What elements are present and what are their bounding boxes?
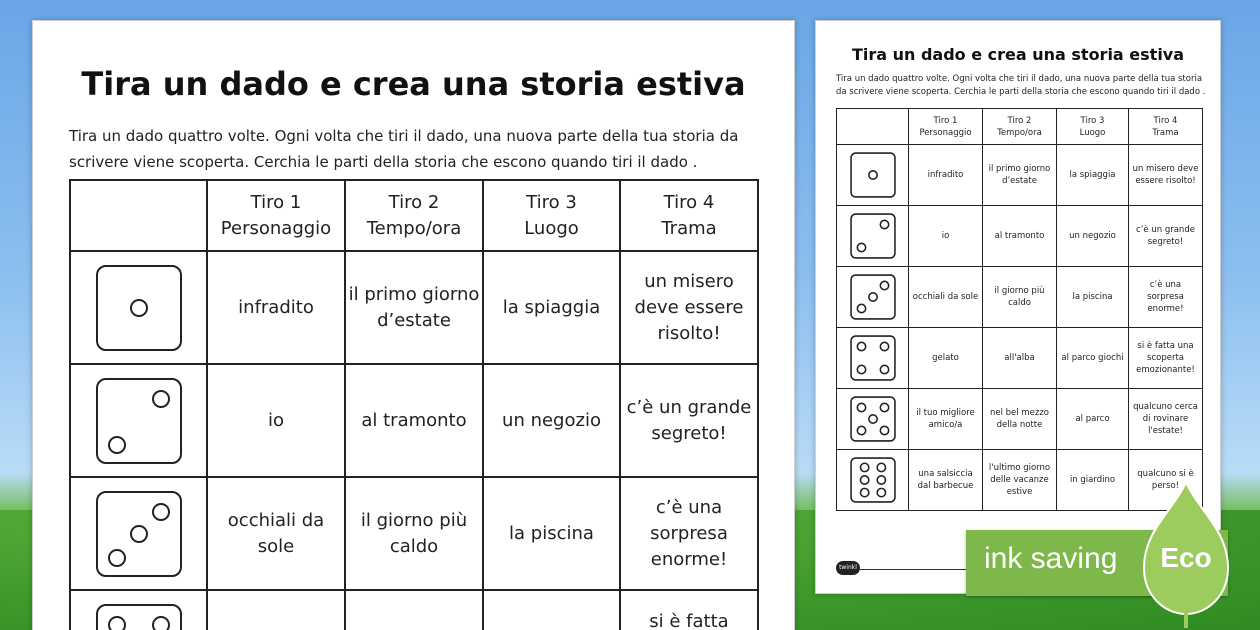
cell-place[interactable]: la spiaggia (1057, 145, 1129, 206)
cell-character[interactable]: gelato (909, 328, 983, 389)
cell-plot[interactable]: c’è un grande segreto! (620, 364, 758, 477)
cell-plot[interactable]: c’è una sorpresa enorme! (1129, 267, 1203, 328)
die-face-2 (70, 364, 207, 477)
cell-character[interactable]: io (909, 206, 983, 267)
cell-character[interactable]: occhiali da sole (207, 477, 345, 590)
worksheet-title: Tira un dado e crea una storia estiva (81, 65, 746, 103)
cell-place[interactable]: in giardino (1057, 450, 1129, 511)
story-table (69, 179, 759, 630)
table-row (837, 206, 1203, 267)
table-row (70, 364, 758, 477)
table-row (837, 145, 1203, 206)
cell-character[interactable]: infradito (909, 145, 983, 206)
cell-character[interactable]: infradito (207, 251, 345, 364)
die-face-6 (837, 450, 909, 511)
die-face-4 (837, 328, 909, 389)
header-roll-1: Tiro 1 Personaggio (207, 180, 345, 251)
worksheet-zoomed (32, 20, 795, 630)
header-roll-4: Tiro 4 Trama (1129, 109, 1203, 145)
ink-saving-label: ink saving (984, 542, 1118, 575)
die-face-4 (70, 590, 207, 630)
header-roll-4: Tiro 4 Trama (620, 180, 758, 251)
cell-place[interactable]: la piscina (1057, 267, 1129, 328)
cell-time[interactable]: il primo giorno d’estate (345, 251, 483, 364)
preview-intro: Tira un dado quattro volte. Ogni volta che tiri il dado, una nuova parte della tua storia da scrivere viene scoperta. Cerchia le parti della storia che escono quando tiri il dado . (836, 74, 1206, 97)
cell-character[interactable]: il tuo migliore amico/a (909, 389, 983, 450)
cell-time[interactable]: il primo giorno d’estate (983, 145, 1057, 206)
die-face-3 (70, 477, 207, 590)
header-roll-2: Tiro 2 Tempo/ora (345, 180, 483, 251)
cell-time[interactable]: al tramonto (983, 206, 1057, 267)
table-row (837, 267, 1203, 328)
cell-character[interactable]: io (207, 364, 345, 477)
header-die (70, 180, 207, 251)
preview-title: Tira un dado e crea una storia estiva (851, 45, 1185, 64)
header-roll-3: Tiro 3 Luogo (483, 180, 620, 251)
cell-character[interactable]: occhiali da sole (909, 267, 983, 328)
cell-plot[interactable]: c’è un grande segreto! (1129, 206, 1203, 267)
eco-label: Eco (1160, 542, 1212, 573)
die-face-3 (837, 267, 909, 328)
cell-time[interactable]: il giorno più caldo (345, 477, 483, 590)
table-row (70, 477, 758, 590)
header-roll-1: Tiro 1 Personaggio (909, 109, 983, 145)
header-roll-3: Tiro 3 Luogo (1057, 109, 1129, 145)
die-face-1 (70, 251, 207, 364)
header-roll-2: Tiro 2 Tempo/ora (983, 109, 1057, 145)
cell-plot[interactable]: si è fatta una scoperta emozionante! (1129, 328, 1203, 389)
cell-plot[interactable]: qualcuno si è perso! (1129, 450, 1203, 511)
cell-place[interactable]: un negozio (1057, 206, 1129, 267)
table-row (70, 251, 758, 364)
cell-plot[interactable]: qualcuno cerca di rovinare l'estate! (1129, 389, 1203, 450)
cell-place[interactable]: al parco giochi (1057, 328, 1129, 389)
cell-place[interactable]: un negozio (483, 364, 620, 477)
cell-plot-partial[interactable]: si è fatta (620, 590, 758, 630)
cell-place[interactable]: al parco (1057, 389, 1129, 450)
twinkl-logo: twinkl (836, 561, 860, 575)
die-face-5 (837, 389, 909, 450)
cell-plot[interactable]: un misero deve essere risolto! (1129, 145, 1203, 206)
table-row (837, 328, 1203, 389)
cell-character[interactable]: una salsiccia dal barbecue (909, 450, 983, 511)
table-row (837, 389, 1203, 450)
preview-table (836, 108, 1203, 511)
worksheet-intro: Tira un dado quattro volte. Ogni volta che tiri il dado, una nuova parte della tua storia da scrivere viene scoperta. Cerchia le parti della storia che escono quando tiri il dado . (69, 127, 739, 171)
table-row (70, 590, 758, 630)
cell-place[interactable]: la spiaggia (483, 251, 620, 364)
header-die (837, 109, 909, 145)
die-face-1 (837, 145, 909, 206)
die-face-2 (837, 206, 909, 267)
cell-time[interactable]: il giorno più caldo (983, 267, 1057, 328)
cell-time[interactable]: al tramonto (345, 364, 483, 477)
cell-time[interactable]: l'ultimo giorno delle vacanze estive (983, 450, 1057, 511)
cell-place[interactable]: la piscina (483, 477, 620, 590)
cell-plot[interactable]: un misero deve essere risolto! (620, 251, 758, 364)
cell-time[interactable]: all'alba (983, 328, 1057, 389)
cell-plot[interactable]: c’è una sorpresa enorme! (620, 477, 758, 590)
cell-time[interactable]: nel bel mezzo della notte (983, 389, 1057, 450)
